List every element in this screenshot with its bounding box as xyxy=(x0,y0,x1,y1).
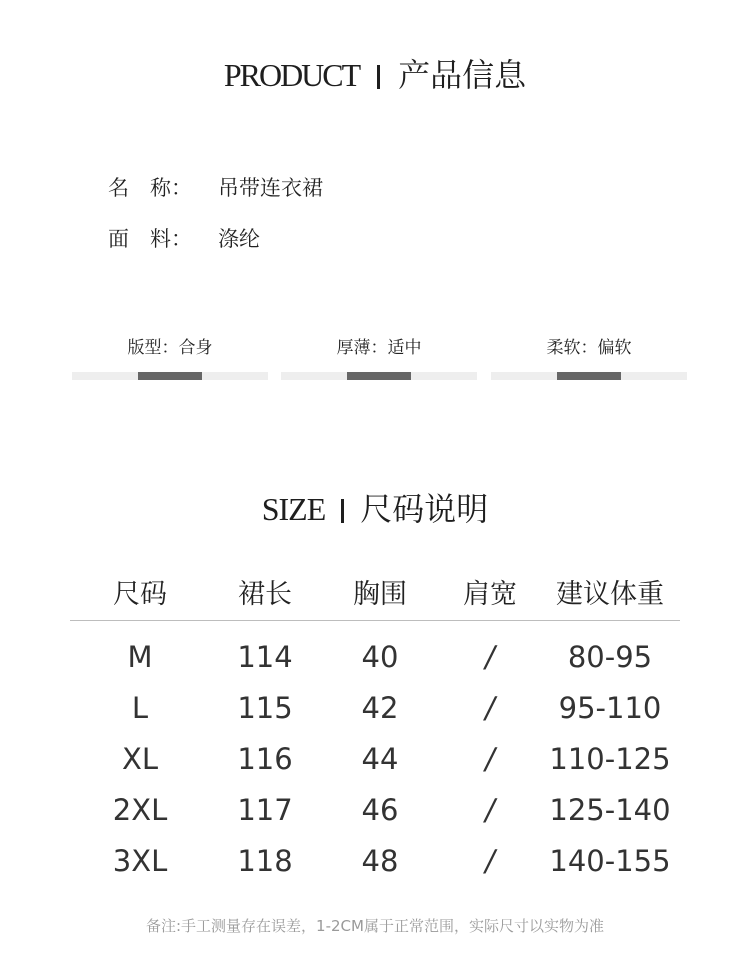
product-section-title xyxy=(0,50,750,96)
cell-weight: 80-95 xyxy=(567,639,653,674)
attribute-value: 合身 xyxy=(178,338,213,358)
cell-length: 118 xyxy=(237,843,293,878)
cell-bust: 48 xyxy=(361,843,399,878)
header-bust: 胸围 xyxy=(320,562,440,621)
table-row xyxy=(70,682,680,733)
attribute-value: 适中 xyxy=(387,338,422,358)
cell-weight: 140-155 xyxy=(549,843,671,878)
table-header-row xyxy=(70,562,680,621)
attribute-softness xyxy=(491,336,687,360)
cell-length: 114 xyxy=(237,639,293,674)
notch-icon xyxy=(583,366,595,372)
attribute-text xyxy=(72,336,268,360)
cell-bust: 40 xyxy=(361,639,399,674)
attribute-scale-marker xyxy=(557,372,621,380)
info-row-name xyxy=(108,172,323,202)
attribute-value: 偏软 xyxy=(597,338,632,358)
info-row-fabric xyxy=(108,223,260,253)
cell-weight: 110-125 xyxy=(549,741,671,776)
cell-size: L xyxy=(131,690,149,725)
cell-shoulder: / xyxy=(485,690,495,725)
notch-icon xyxy=(373,366,385,372)
attribute-label: 柔软： xyxy=(546,338,598,358)
table-row xyxy=(70,733,680,784)
title-divider xyxy=(341,499,344,523)
attribute-scale-track xyxy=(281,372,477,380)
product-title-latin: PRODUCT xyxy=(223,57,360,93)
size-section-title xyxy=(0,484,750,530)
attribute-scale-marker xyxy=(347,372,411,380)
info-value: 涤纶 xyxy=(218,227,260,251)
product-title-chinese: 产品信息 xyxy=(398,56,527,94)
cell-size: XL xyxy=(121,741,159,776)
cell-length: 117 xyxy=(237,792,293,827)
table-row xyxy=(70,835,680,886)
cell-size: M xyxy=(127,639,153,674)
header-size: 尺码 xyxy=(70,562,210,621)
size-table xyxy=(70,562,680,886)
cell-shoulder: / xyxy=(485,741,495,776)
cell-weight: 95-110 xyxy=(558,690,662,725)
attribute-scale-track xyxy=(491,372,687,380)
cell-length: 116 xyxy=(237,741,293,776)
size-title-chinese: 尺码说明 xyxy=(360,490,489,528)
info-label: 名 称： xyxy=(108,176,192,200)
cell-shoulder: / xyxy=(485,639,495,674)
cell-length: 115 xyxy=(237,690,293,725)
attribute-scale-track xyxy=(72,372,268,380)
header-shoulder: 肩宽 xyxy=(440,562,540,621)
attribute-label: 厚薄： xyxy=(336,338,388,358)
cell-shoulder: / xyxy=(485,792,495,827)
attribute-scale-marker xyxy=(138,372,202,380)
attribute-text xyxy=(281,336,477,360)
table-row xyxy=(70,621,680,683)
attribute-fit xyxy=(72,336,268,360)
cell-bust: 44 xyxy=(361,741,399,776)
cell-weight: 125-140 xyxy=(549,792,671,827)
cell-bust: 42 xyxy=(361,690,399,725)
attribute-thickness xyxy=(281,336,477,360)
cell-size: 2XL xyxy=(112,792,168,827)
cell-shoulder: / xyxy=(485,843,495,878)
attribute-text xyxy=(491,336,687,360)
notch-icon xyxy=(164,366,176,372)
info-label: 面 料： xyxy=(108,227,192,251)
header-length: 裙长 xyxy=(210,562,320,621)
title-divider xyxy=(377,65,380,89)
size-title-latin: SIZE xyxy=(261,491,326,527)
info-value: 吊带连衣裙 xyxy=(218,176,323,200)
table-row xyxy=(70,784,680,835)
header-weight: 建议体重 xyxy=(540,562,680,621)
cell-bust: 46 xyxy=(361,792,399,827)
measurement-note: 备注:手工测量存在误差，1-2CM属于正常范围，实际尺寸以实物为准 xyxy=(146,917,604,935)
attribute-label: 版型： xyxy=(127,338,179,358)
cell-size: 3XL xyxy=(112,843,168,878)
